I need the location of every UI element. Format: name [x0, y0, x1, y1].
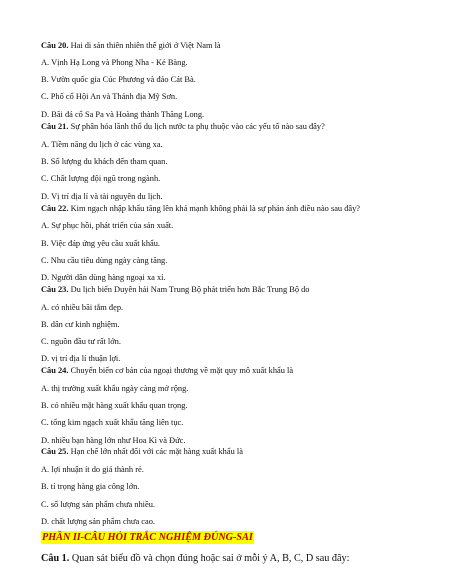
question-22-stem [41, 203, 360, 214]
option-24-c: C. tổng kim ngạch xuất khẩu tăng liên tục. [41, 418, 184, 427]
option-24-a: A. thị trường xuất khẩu ngày càng mở rộng. [41, 384, 189, 393]
option-21-b: B. Số lượng du khách đến tham quan. [41, 157, 168, 166]
question-text: Kim ngạch nhập khẩu tăng lên khá mạnh không phải là sự phản ánh điều nào sau đây? [68, 204, 361, 213]
option-21-a: A. Tiềm năng du lịch ở các vùng xa. [41, 140, 163, 149]
part2-question-1 [41, 552, 349, 565]
question-number: Câu 24. [41, 366, 69, 375]
question-20-stem [41, 40, 221, 51]
option-21-c: C. Chất lượng đội ngũ trong ngành. [41, 174, 161, 183]
question-text: Du lịch biển Duyên hải Nam Trung Bộ phát triển hơn Bắc Trung Bộ do [68, 285, 310, 294]
option-25-b: B. tỉ trọng hàng gia công lớn. [41, 482, 140, 491]
option-25-a: A. lợi nhuận ít do giá thành rẻ. [41, 465, 144, 474]
question-text: Hạn chế lớn nhất đối với các mặt hàng xuất khẩu là [68, 447, 243, 456]
question-number: Câu 20. [41, 41, 69, 50]
option-24-d: D. nhiều bạn hàng lớn như Hoa Kì và Đức. [41, 436, 186, 445]
question-text: Chuyển biến cơ bản của ngoại thương về mặt quy mô xuất khẩu là [68, 366, 294, 375]
option-20-c: C. Phố cổ Hội An và Thánh địa Mỹ Sơn. [41, 92, 178, 101]
option-23-b: B. dân cư kinh nghiệm. [41, 320, 120, 329]
question-number: Câu 23. [41, 285, 69, 294]
question-text: Hai di sản thiên nhiên thế giới ở Việt Nam là [68, 41, 221, 50]
question-number: Câu 1. [41, 553, 70, 564]
question-25-stem [41, 446, 243, 457]
option-25-d: D. chất lượng sản phẩm chưa cao. [41, 517, 155, 526]
question-number: Câu 22. [41, 204, 69, 213]
question-text: Quan sát biểu đồ và chọn đúng hoặc sai ở mỗi ý A, B, C, D sau đây: [69, 553, 350, 564]
option-24-b: B. có nhiều mặt hàng xuất khẩu quan trọng. [41, 401, 188, 410]
question-text: Sự phân hóa lãnh thổ du lịch nước ta phụ thuộc vào các yếu tố nào sau đây? [68, 122, 325, 131]
option-25-c: C. số lượng sản phẩm chưa nhiều. [41, 500, 155, 509]
option-23-d: D. vị trí địa lí thuận lợi. [41, 354, 121, 363]
question-number: Câu 21. [41, 122, 69, 131]
section-heading: PHẦN II-CÂU HỎI TRẮC NGHIỆM ĐÚNG-SAI [42, 532, 253, 543]
question-24-stem [41, 365, 293, 376]
option-21-d: D. Vị trí địa lí và tài nguyên du lịch. [41, 192, 163, 201]
question-23-stem [41, 284, 309, 295]
option-20-b: B. Vườn quốc gia Cúc Phương và đảo Cát Bà. [41, 75, 196, 84]
option-22-c: C. Nhu cầu tiêu dùng ngày càng tăng. [41, 256, 168, 265]
question-21-stem [41, 121, 325, 132]
option-20-d: D. Bãi đá cổ Sa Pa và Hoàng thành Thăng Long. [41, 110, 205, 119]
option-22-b: B. Việc đáp ứng yêu cầu xuất khẩu. [41, 239, 161, 248]
question-number: Câu 25. [41, 447, 69, 456]
option-22-a: A. Sự phục hồi, phát triển của sản xuất. [41, 221, 174, 230]
option-20-a: A. Vịnh Hạ Long và Phong Nha - Kẻ Bàng. [41, 58, 188, 67]
option-22-d: D. Người dân dùng hàng ngoại xa xỉ. [41, 273, 166, 282]
option-23-a: A. có nhiều bãi tắm đẹp. [41, 303, 124, 312]
option-23-c: C. nguồn đầu tư rất lớn. [41, 337, 121, 346]
